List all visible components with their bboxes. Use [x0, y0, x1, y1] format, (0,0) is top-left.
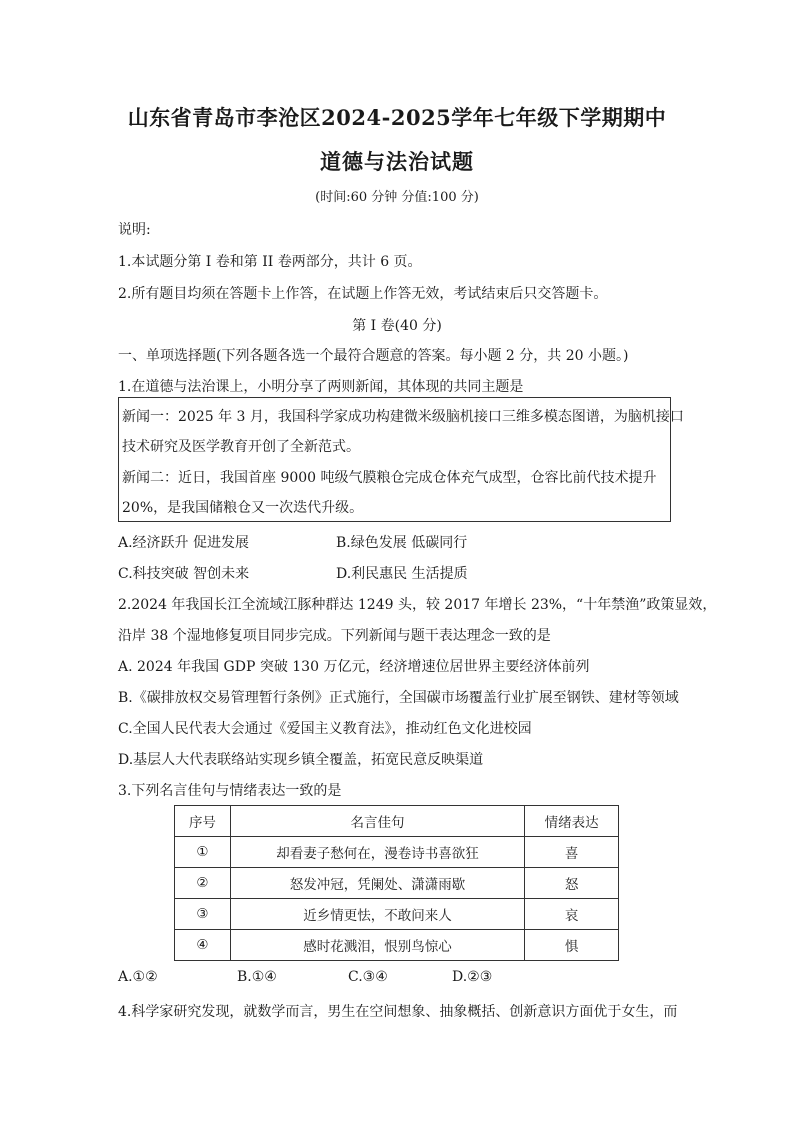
q2-option-a: A. 2024 年我国 GDP 突破 130 万亿元，经济增速位居世界主要经济体前列 [118, 659, 590, 675]
exam-time-score: (时间:60 分钟 分值:100 分) [315, 190, 479, 205]
section-heading: 一、单项选择题(下列各题各选一个最符合题意的答案。每小题 2 分，共 20 小题。) [118, 348, 629, 364]
table-header: 名言佳句 [230, 806, 524, 837]
exam-subject-title: 道德与法治试题 [320, 149, 474, 174]
q1-option-b: B.绿色发展 低碳同行 [336, 535, 468, 551]
q1-option-d: D.利民惠民 生活提质 [336, 566, 468, 582]
news-line: 20%，是我国储粮仓又一次迭代升级。 [122, 500, 364, 516]
table-row [175, 868, 619, 899]
q3-option-b: B.①④ [237, 969, 277, 985]
question-4-stem: 4.科学家研究发现，就数学而言，男生在空间想象、抽象概括、创新意识方面优于女生，而 [118, 1004, 678, 1020]
table-cell: 怒发冲冠，凭阑处、潇潇雨歇 [230, 868, 524, 899]
instruction-item: 1.本试题分第 I 卷和第 II 卷两部分，共计 6 页。 [118, 254, 422, 270]
table-cell: 近乡情更怯，不敢问来人 [230, 899, 524, 930]
question-2-stem: 2.2024 年我国长江全流域江豚种群达 1249 头，较 2017 年增长 23%，“十年禁渔”政策显效， [118, 597, 717, 613]
question-1-stem: 1.在道德与法治课上，小明分享了两则新闻，其体现的共同主题是 [118, 379, 524, 395]
table-cell: 怒 [525, 868, 619, 899]
question-3-stem: 3.下列名言佳句与情绪表达一致的是 [118, 783, 342, 799]
table-header: 序号 [175, 806, 231, 837]
table-cell: ① [175, 837, 231, 868]
q1-option-c: C.科技突破 智创未来 [118, 566, 250, 582]
q3-option-a: A.①② [118, 969, 158, 985]
table-header-row [175, 806, 619, 837]
news-line: 技术研究及医学教育开创了全新范式。 [122, 439, 360, 455]
table-cell: 喜 [525, 837, 619, 868]
instructions-heading: 说明: [118, 222, 151, 238]
table-cell: 哀 [525, 899, 619, 930]
question-2-stem-cont: 沿岸 38 个湿地修复项目同步完成。下列新闻与题干表达理念一致的是 [118, 628, 551, 644]
table-cell: 却看妻子愁何在，漫卷诗书喜欲狂 [230, 837, 524, 868]
q2-option-c: C.全国人民代表大会通过《爱国主义教育法》，推动红色文化进校园 [118, 721, 532, 737]
q3-option-d: D.②③ [452, 969, 493, 985]
table-row [175, 899, 619, 930]
q1-option-a: A.经济跃升 促进发展 [118, 535, 250, 551]
q2-option-b: B.《碳排放权交易管理暂行条例》正式施行，全国碳市场覆盖行业扩展至钢铁、建材等领域 [118, 690, 679, 706]
q2-option-d: D.基层人大代表联络站实现乡镇全覆盖，拓宽民意反映渠道 [118, 752, 484, 768]
news-line: 新闻一：2025 年 3 月，我国科学家成功构建微米级脑机接口三维多模态图谱，为脑机接口 [122, 409, 684, 425]
part-title: 第 I 卷(40 分) [352, 318, 442, 334]
table-cell: 感时花溅泪，恨别鸟惊心 [230, 930, 524, 961]
table-header: 情绪表达 [525, 806, 619, 837]
news-line: 新闻二：近日，我国首座 9000 吨级气膜粮仓完成仓体充气成型，仓容比前代技术提升 [122, 470, 657, 486]
table-row [175, 837, 619, 868]
table-cell: ④ [175, 930, 231, 961]
table-row [175, 930, 619, 961]
table-cell: ② [175, 868, 231, 899]
quotes-table [174, 805, 619, 961]
instruction-item: 2.所有题目均须在答题卡上作答，在试题上作答无效，考试结束后只交答题卡。 [118, 286, 608, 302]
table-cell: 惧 [525, 930, 619, 961]
table-cell: ③ [175, 899, 231, 930]
q3-option-c: C.③④ [348, 969, 388, 985]
news-box [118, 397, 684, 522]
exam-title: 山东省青岛市李沧区2024-2025学年七年级下学期期中 [127, 105, 667, 130]
